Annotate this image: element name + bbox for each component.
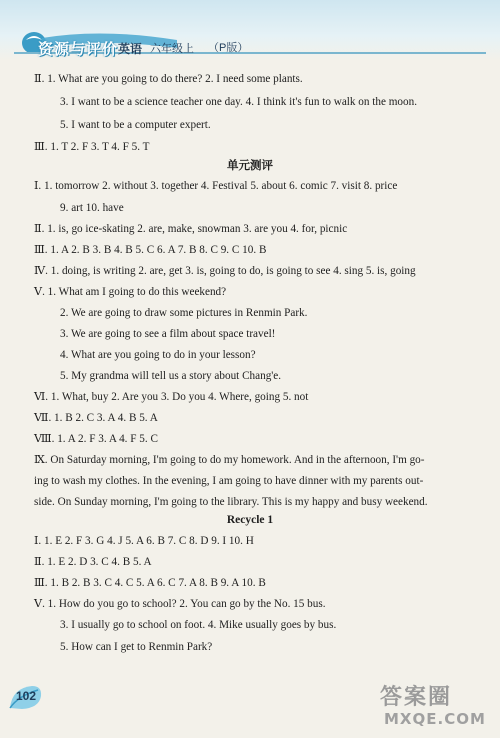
answer-line: Ⅲ. 1. A 2. B 3. B 4. B 5. C 6. A 7. B 8. C 9. C 10. B xyxy=(34,244,267,256)
watermark-url: MXQE.COM xyxy=(384,710,486,728)
answer-line: Ⅰ. 1. E 2. F 3. G 4. J 5. A 6. B 7. C 8. D 9. I 10. H xyxy=(34,535,254,547)
page-header xyxy=(0,0,500,62)
answer-line: Ⅴ. 1. How do you go to school? 2. You can go by the No. 15 bus. xyxy=(34,598,326,610)
answer-line: Ⅵ. 1. What, buy 2. Are you 3. Do you 4. Where, going 5. not xyxy=(34,391,309,403)
answer-line: 5. How can I get to Renmin Park? xyxy=(60,641,213,653)
grade-label: 六年级上 xyxy=(150,43,194,55)
answer-line: Ⅷ. 1. A 2. F 3. A 4. F 5. C xyxy=(34,433,158,445)
section-title: 单元测评 xyxy=(227,158,273,172)
answer-line: 9. art 10. have xyxy=(60,202,124,214)
answer-line: 5. I want to be a computer expert. xyxy=(60,119,211,131)
answer-line: 3. We are going to see a film about space travel! xyxy=(60,328,276,340)
answer-line: Ⅶ. 1. B 2. C 3. A 4. B 5. A xyxy=(34,412,158,424)
answer-line: 3. I usually go to school on foot. 4. Mike usually goes by bus. xyxy=(60,619,337,631)
answer-line: 3. I want to be a science teacher one day. 4. I think it's fun to walk on the moon. xyxy=(60,96,418,108)
answer-line: Ⅱ. 1. E 2. D 3. C 4. B 5. A xyxy=(34,556,152,568)
edition-label: （P版） xyxy=(208,42,249,54)
brand-name: 资源与评价 xyxy=(38,41,119,58)
answer-line: Ⅳ. 1. doing, is writing 2. are, get 3. is, going to do, is going to see 4. sing 5. is, going xyxy=(34,265,416,277)
answer-line: ing to wash my clothes. In the evening, I am going to have dinner with my parents out- xyxy=(34,475,424,487)
watermark-text: 答案圈 xyxy=(380,685,453,710)
answer-line: Ⅰ. 1. tomorrow 2. without 3. together 4. Festival 5. about 6. comic 7. visit 8. price xyxy=(34,180,398,192)
answer-line: Ⅱ. 1. What are you going to do there? 2. I need some plants. xyxy=(34,73,303,85)
subject-label: 英语 xyxy=(118,42,143,56)
answer-line: 2. We are going to draw some pictures in Renmin Park. xyxy=(60,307,308,319)
answer-line: Ⅸ. On Saturday morning, I'm going to do my homework. And in the afternoon, I'm go- xyxy=(34,454,425,466)
answer-line: Ⅴ. 1. What am I going to do this weekend? xyxy=(34,286,227,298)
answer-line: 4. What are you going to do in your lesson? xyxy=(60,349,256,361)
answer-line: 5. My grandma will tell us a story about Chang'e. xyxy=(60,370,282,382)
answer-line: Ⅱ. 1. is, go ice-skating 2. are, make, snowman 3. are you 4. for, picnic xyxy=(34,223,348,235)
section-title: Recycle 1 xyxy=(226,514,274,526)
answer-line: side. On Sunday morning, I'm going to the library. This is my happy and busy weekend. xyxy=(34,496,428,508)
page-number: 102 xyxy=(15,689,37,703)
answer-line: Ⅲ. 1. T 2. F 3. T 4. F 5. T xyxy=(34,141,150,153)
answer-line: Ⅲ. 1. B 2. B 3. C 4. C 5. A 6. C 7. A 8. B 9. A 10. B xyxy=(34,577,266,589)
